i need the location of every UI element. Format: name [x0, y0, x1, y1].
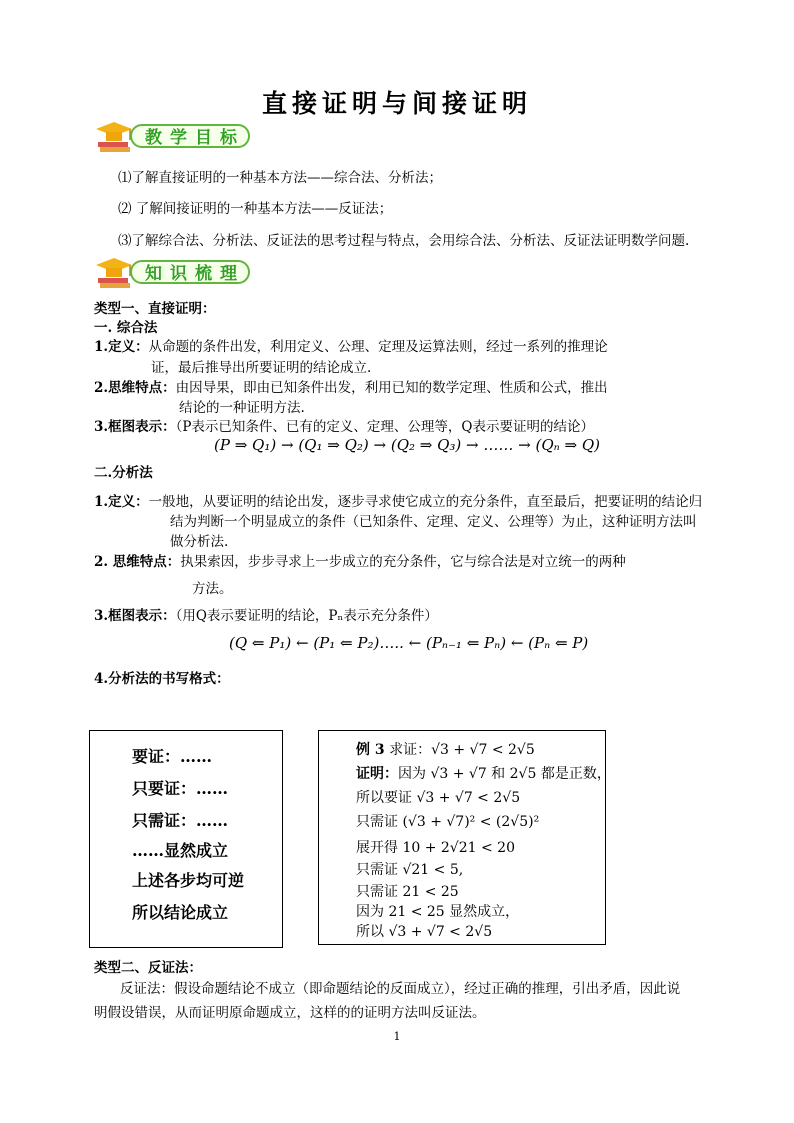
synthetic-heading: 一. 综合法	[94, 320, 158, 336]
format-label: 4.分析法的书写格式：	[94, 671, 230, 687]
proof-line: 展开得 10 + 2√21 < 20	[356, 840, 515, 856]
example-label: 例 3	[356, 742, 385, 758]
objective-item: ⑴了解直接证明的一种基本方法——综合法、分析法；	[118, 170, 442, 186]
format-line: 上述各步均可逆	[132, 871, 245, 890]
objective-item: ⑶了解综合法、分析法、反证法的思考过程与特点，会用综合法、分析法、反证法证明数学问题.	[118, 233, 690, 249]
proof-line: 因为 √3 + √7 和 2√5 都是正数，	[398, 766, 611, 782]
section-banner-knowledge	[94, 256, 264, 290]
objective-item: ⑵ 了解间接证明的一种基本方法——反证法；	[118, 201, 393, 217]
synthetic-def-cont: 证，最后推导出所要证明的结论成立.	[151, 360, 372, 376]
analytic-thinking	[94, 550, 626, 570]
page-number: 1	[393, 1030, 401, 1043]
analytic-def-cont: 做分析法.	[170, 534, 229, 550]
synthetic-formula: (P ⇒ Q₁) → (Q₁ ⇒ Q₂) → (Q₂ ⇒ Q₃) → …… → (Qₙ ⇒ Q)	[214, 436, 600, 454]
diagram-text: （P表示已知条件、已有的定义、定理、公理等，Q表示要证明的结论）	[175, 419, 594, 435]
example-statement: 求证：√3 + √7 < 2√5	[389, 742, 535, 758]
format-line: 要证：……	[132, 747, 213, 766]
def-text: 从命题的条件出发，利用定义、公理、定理及运算法则，经过一系列的推理论	[148, 339, 608, 355]
format-line: 只需证：……	[132, 811, 229, 830]
type2-heading: 类型二、反证法：	[94, 960, 202, 976]
diagram-label: 3.框图表示：	[94, 419, 176, 435]
analytic-diagram	[94, 604, 438, 624]
analytic-thinking-cont: 方法。	[192, 581, 233, 597]
type2-text: 反证法：假设命题结论不成立（即命题结论的反面成立），经过正确的推理，引出矛盾，因此说	[120, 981, 681, 997]
analytic-formula: (Q ⇐ P₁) ← (P₁ ⇐ P₂)….. ← (Pₙ₋₁ ⇐ Pₙ) ← (Pₙ ⇐ P)	[229, 634, 589, 652]
def-label: 1.定义：	[94, 494, 149, 510]
format-line: ……显然成立	[132, 841, 229, 860]
section-banner-objectives	[94, 120, 264, 154]
synthetic-thinking	[94, 376, 608, 396]
analytic-heading: 二.分析法	[94, 465, 153, 481]
proof-label: 证明：	[356, 766, 398, 782]
example-box	[318, 730, 611, 945]
proof-line: 只需证 21 < 25	[356, 884, 459, 900]
synthetic-def	[94, 335, 608, 355]
proof-line: 只需证 (√3 + √7)² < (2√5)²	[356, 814, 540, 830]
thinking-label: 2. 思维特点：	[94, 554, 181, 570]
analytic-def-cont: 结为判断一个明显成立的条件（已知条件、定理、定义、公理等）为止，这种证明方法叫	[170, 514, 697, 530]
analytic-def	[94, 490, 702, 510]
format-line: 只要证：……	[132, 779, 229, 798]
synthetic-diagram	[94, 415, 594, 435]
def-label: 1.定义：	[94, 339, 149, 355]
def-text: 一般地，从要证明的结论出发，逐步寻求使它成立的充分条件，直至最后，把要证明的结论归	[148, 494, 703, 510]
format-box	[89, 730, 283, 948]
proof-line: 所以 √3 + √7 < 2√5	[356, 924, 493, 940]
thinking-text: 由因导果，即由已知条件出发，利用已知的数学定理、性质和公式，推出	[175, 380, 608, 396]
proof-line: 所以要证 √3 + √7 < 2√5	[356, 790, 521, 806]
thinking-label: 2.思维特点：	[94, 380, 176, 396]
section-label: 知识梳理	[130, 260, 250, 284]
format-line: 所以结论成立	[132, 903, 229, 922]
page-title: 直接证明与间接证明	[261, 89, 532, 118]
type1-heading: 类型一、直接证明：	[94, 301, 216, 317]
proof-line: 只需证 √21 < 5,	[356, 862, 464, 878]
section-label: 教学目标	[130, 124, 250, 148]
thinking-text: 执果索因，步步寻求上一步成立的充分条件，它与综合法是对立统一的两种	[180, 554, 626, 570]
diagram-text: （用Q表示要证明的结论，Pₙ表示充分条件）	[175, 608, 438, 624]
proof-line: 因为 21 < 25 显然成立，	[356, 904, 520, 920]
synthetic-thinking-cont: 结论的一种证明方法.	[179, 400, 305, 416]
diagram-label: 3.框图表示：	[94, 608, 176, 624]
type2-text-cont: 明假设错误，从而证明原命题成立，这样的的证明方法叫反证法。	[94, 1005, 486, 1021]
